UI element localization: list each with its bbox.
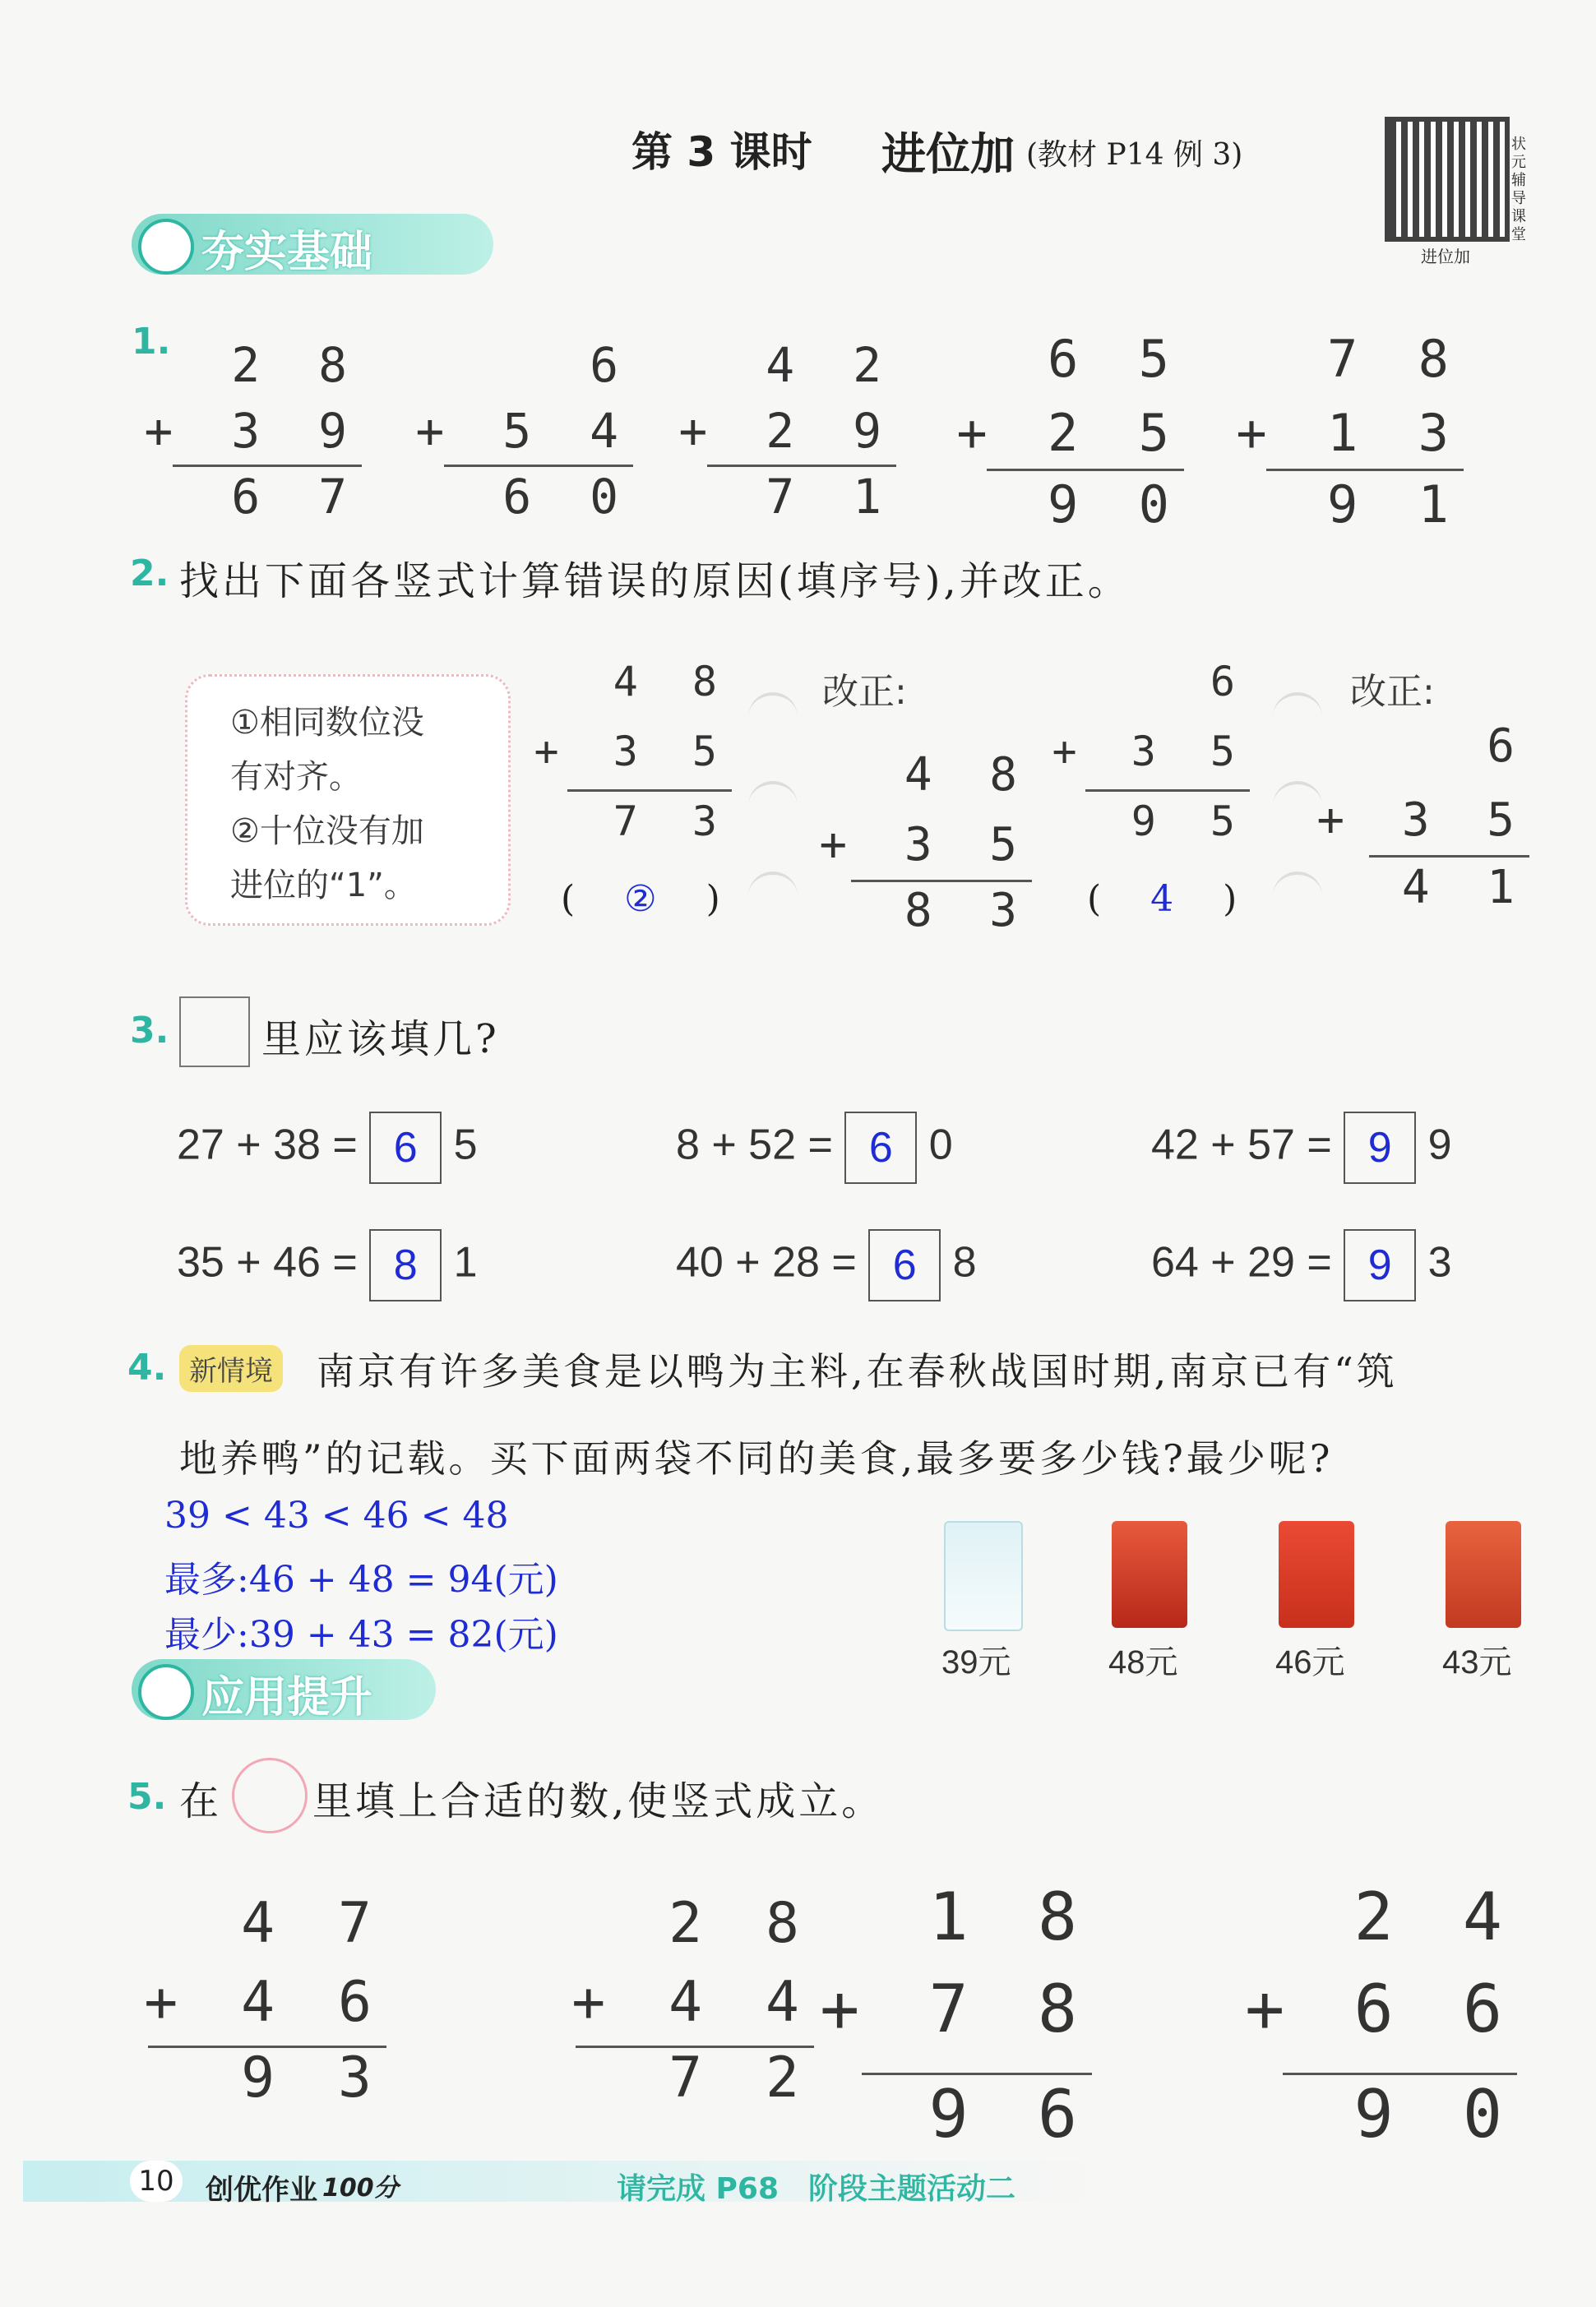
tail-digit: 8 — [952, 1238, 977, 1287]
fix-label-1: 改正: — [822, 671, 907, 713]
vertical-calc-q1-3 — [678, 329, 896, 526]
q4-text-line1: 南京有许多美食是以鸭为主料,在春秋战国时期,南京已有“筑 — [317, 1349, 1398, 1394]
section-title-basic: 夯实基础 — [201, 228, 373, 277]
qr-caption: 进位加 — [1421, 247, 1470, 266]
qr-code[interactable] — [1390, 122, 1505, 237]
sum: 6 7 — [231, 469, 362, 525]
answer-box[interactable]: 8 — [369, 1229, 442, 1301]
q2-number: 2. — [130, 552, 169, 594]
page-title: 进位加 — [881, 128, 1015, 180]
blank-box-icon — [179, 996, 250, 1067]
addend-top: 2 4 — [1353, 1879, 1517, 1955]
calc-line — [1369, 855, 1529, 858]
fix-calc-1 — [819, 748, 1032, 937]
addend-bottom: + 3 5 — [1316, 793, 1529, 847]
answer-box[interactable]: 9 — [1344, 1112, 1416, 1184]
tail-digit: 0 — [928, 1121, 953, 1169]
addend-top: 6 — [1210, 658, 1250, 705]
addend-bottom: + 3 9 — [144, 403, 362, 459]
equation: 8 + 52 = — [676, 1121, 833, 1169]
vertical-calc-q1-1 — [144, 329, 362, 526]
addend-bottom: + 3 5 — [819, 818, 1032, 871]
sum: 9 1 — [1327, 474, 1464, 534]
star-icon — [138, 1664, 194, 1720]
page-number: 10 — [130, 2161, 183, 2202]
tail-digit: 1 — [453, 1238, 478, 1287]
calc-line — [173, 465, 362, 467]
sum: 7 3 — [613, 798, 732, 845]
vertical-calc-q1-4 — [956, 325, 1184, 534]
equation: 42 + 57 = — [1151, 1121, 1332, 1169]
q3-item — [676, 1229, 977, 1301]
reason-line: 进位的“1”。 — [230, 867, 417, 904]
sum: 4 1 — [1401, 861, 1529, 914]
q3-item — [1151, 1112, 1452, 1184]
paren-open: ( — [561, 878, 576, 920]
q4-answer-line: 39 < 43 < 46 < 48 — [164, 1495, 509, 1537]
calc-line — [444, 465, 633, 467]
q2-text: 找出下面各竖式计算错误的原因(填序号),并改正。 — [179, 558, 1131, 604]
addend-top: 6 5 — [1048, 329, 1184, 389]
sum: 9 0 — [1353, 2076, 1517, 2152]
tail-digit: 9 — [1427, 1121, 1452, 1169]
answer-box[interactable]: 6 — [868, 1229, 941, 1301]
paren-open: ( — [1087, 878, 1102, 920]
answer-box[interactable]: 6 — [369, 1112, 442, 1184]
decor-arc — [748, 692, 798, 720]
addend-bottom: + 3 5 — [534, 728, 732, 775]
q5-text-post: 里填上合适的数,使竖式成立。 — [312, 1778, 885, 1824]
q5-number: 5. — [127, 1776, 167, 1818]
duck-package-2 — [1112, 1521, 1187, 1628]
vertical-calc-q5-2 — [571, 1891, 814, 2138]
q3-number: 3. — [130, 1010, 169, 1052]
addend-bottom: + 2 5 — [956, 403, 1184, 463]
decor-arc — [1273, 781, 1322, 809]
addend-top: 6 — [590, 337, 633, 393]
calc-line — [851, 880, 1032, 882]
tail-digit: 5 — [453, 1121, 478, 1169]
wrong-calc-1 — [534, 658, 732, 845]
calc-line — [707, 465, 896, 467]
addend-top: 4 7 — [241, 1891, 386, 1956]
calc-line — [567, 789, 732, 792]
duck-package-3 — [1279, 1521, 1354, 1628]
q3-item — [177, 1229, 478, 1301]
equation: 40 + 28 = — [676, 1238, 857, 1287]
equation: 27 + 38 = — [177, 1121, 358, 1169]
reason-line: ①相同数位没 — [230, 704, 424, 742]
vertical-calc-q5-3 — [820, 1879, 1092, 2158]
tail-digit: 3 — [1427, 1238, 1452, 1287]
addend-top: 4 2 — [766, 337, 896, 393]
choice-2 — [1087, 878, 1268, 920]
addend-bottom: + 3 5 — [1052, 728, 1250, 775]
vertical-calc-q1-5 — [1236, 325, 1464, 534]
equation: 35 + 46 = — [177, 1238, 358, 1287]
addend-bottom: + 1 3 — [1236, 403, 1464, 463]
q3-item — [1151, 1229, 1452, 1301]
price-label: 43元 — [1442, 1644, 1512, 1681]
fix-label-2: 改正: — [1350, 671, 1435, 713]
q4-number: 4. — [127, 1347, 167, 1389]
addend-bottom: + 7 8 — [820, 1971, 1092, 2047]
wrong-calc-2 — [1052, 658, 1250, 845]
footer-note: 请完成 P68 阶段主题活动二 — [617, 2172, 1016, 2206]
choice-1 — [561, 878, 742, 920]
choice-answer: ② — [624, 878, 657, 920]
decor-arc — [748, 781, 798, 809]
sum: 9 0 — [1048, 474, 1184, 534]
sum: 9 6 — [928, 2076, 1092, 2152]
decor-arc — [748, 871, 798, 899]
addend-top: 6 — [1487, 719, 1529, 773]
addend-bottom: + 4 6 — [144, 1970, 386, 2035]
addend-bottom: + 4 4 — [571, 1970, 814, 2035]
sum: 9 3 — [241, 2046, 386, 2111]
circle-blank-icon — [232, 1758, 308, 1833]
addend-top: 7 8 — [1327, 329, 1464, 389]
addend-top: 2 8 — [231, 337, 362, 393]
paren-close: ) — [1223, 878, 1237, 920]
brand-name: 创优作业 — [206, 2174, 317, 2207]
addend-top: 4 8 — [904, 748, 1032, 802]
decor-arc — [1273, 692, 1322, 720]
book-icon — [138, 219, 194, 275]
choice-answer: 4 — [1150, 878, 1174, 920]
fix-calc-2 — [1316, 719, 1529, 917]
duck-package-1 — [944, 1521, 1023, 1631]
decor-arc — [1273, 871, 1322, 899]
price-label: 39元 — [941, 1644, 1011, 1681]
sum: 8 3 — [904, 884, 1032, 937]
brand-score: 100分 — [322, 2174, 399, 2203]
price-label: 48元 — [1108, 1644, 1178, 1681]
addend-top: 4 8 — [613, 658, 732, 705]
price-label: 46元 — [1275, 1644, 1345, 1681]
vertical-calc-q5-1 — [144, 1891, 386, 2138]
q3-item — [676, 1112, 953, 1184]
answer-box[interactable]: 6 — [844, 1112, 917, 1184]
reason-line: ②十位没有加 — [230, 812, 424, 850]
calc-line — [862, 2073, 1092, 2075]
addend-bottom: + 2 9 — [678, 403, 896, 459]
calc-line — [1283, 2073, 1517, 2075]
textbook-ref: (教材 P14 例 3) — [1026, 138, 1243, 172]
answer-box[interactable]: 9 — [1344, 1229, 1416, 1301]
addend-bottom: + 6 6 — [1245, 1971, 1517, 2047]
q1-number: 1. — [132, 321, 171, 363]
sum: 7 1 — [766, 469, 896, 525]
q4-text-line2: 地养鸭”的记载。买下面两袋不同的美食,最多要多少钱?最少呢? — [179, 1436, 1334, 1481]
qr-side-label: 状元辅导课堂 — [1511, 136, 1526, 243]
sum: 7 2 — [668, 2046, 814, 2111]
calc-line — [987, 469, 1184, 471]
sum: 9 5 — [1131, 798, 1250, 845]
new-scenario-tag: 新情境 — [179, 1345, 283, 1392]
q3-text: 里应该填几? — [261, 1016, 500, 1062]
vertical-calc-q5-4 — [1245, 1879, 1517, 2158]
equation: 64 + 29 = — [1151, 1238, 1332, 1287]
calc-line — [1085, 789, 1250, 792]
q3-item — [177, 1112, 478, 1184]
q5-text-pre: 在 — [179, 1778, 223, 1824]
lesson-label: 第 3 课时 — [631, 128, 812, 176]
vertical-calc-q1-2 — [415, 329, 633, 526]
addend-top: 1 8 — [928, 1879, 1092, 1955]
addend-bottom: + 5 4 — [415, 403, 633, 459]
reasons-card — [185, 674, 511, 926]
q4-answer-line: 最多:46 + 48 = 94(元) — [164, 1559, 558, 1601]
reason-line: 有对齐。 — [230, 758, 362, 796]
section-title-apply: 应用提升 — [201, 1673, 373, 1722]
calc-line — [1266, 469, 1464, 471]
sum: 6 0 — [502, 469, 633, 525]
paren-close: ) — [705, 878, 720, 920]
addend-top: 2 8 — [668, 1891, 814, 1956]
duck-package-4 — [1446, 1521, 1521, 1628]
q4-answer-line: 最少:39 + 43 = 82(元) — [164, 1614, 558, 1656]
